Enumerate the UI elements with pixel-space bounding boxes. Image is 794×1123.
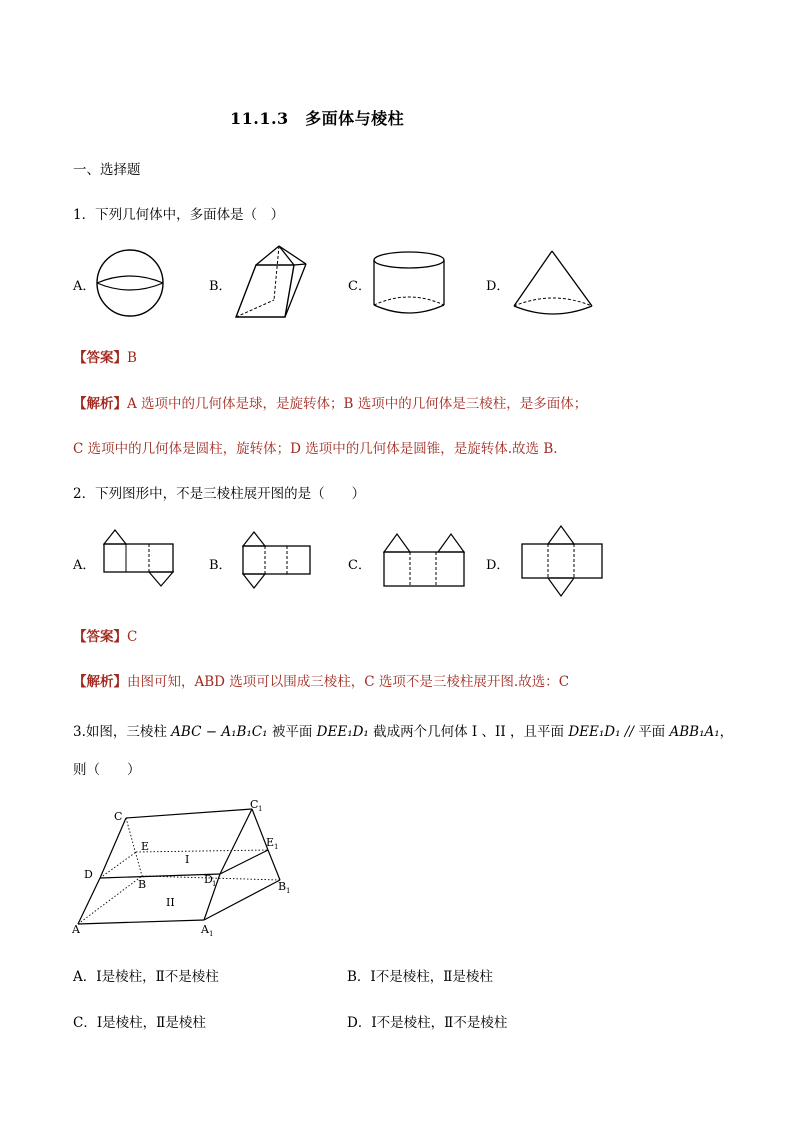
label-C1: C: [250, 798, 259, 811]
q2-option-c-label: C．: [348, 558, 371, 573]
label-E1-sub: 1: [274, 843, 279, 851]
q2-option-d-label: D．: [486, 558, 510, 573]
q1-analysis-1: [73, 392, 587, 412]
label-B: B: [138, 878, 147, 891]
q2-net-b-figure: [240, 528, 314, 592]
page-title: 11.1.3 多面体与棱柱: [230, 109, 405, 128]
label-A1: A: [201, 923, 209, 936]
q3-prism-notation: ABC − A₁B₁C₁: [171, 724, 268, 740]
q2-net-a-figure: [102, 528, 176, 592]
label-D1-sub: 1: [212, 880, 217, 888]
answer-tag: 【答案】: [73, 350, 127, 366]
q3-stem-e: ，: [719, 724, 734, 740]
label-E1: E: [266, 836, 275, 849]
q3-stem-b: 被平面: [267, 724, 317, 740]
q2-option-b-label: B．: [209, 558, 232, 573]
label-E: E: [141, 840, 150, 853]
answer-tag: 【答案】: [73, 629, 127, 645]
answer-value: B: [127, 350, 137, 366]
q3-stem-d: 平面: [638, 724, 670, 740]
q3-plane-3: ABB₁A₁: [669, 724, 720, 740]
q1-option-c-label: C．: [348, 279, 371, 294]
q1-stem: 1．下列几何体中，多面体是（ ）: [73, 207, 285, 223]
q1-answer: [73, 346, 137, 366]
q3-stem: [73, 720, 733, 740]
analysis-tag: 【解析】: [73, 396, 127, 412]
label-D: D: [84, 868, 93, 881]
analysis-tag: 【解析】: [73, 674, 127, 690]
q2-option-a-label: A．: [73, 558, 96, 573]
q2-net-c-figure: [382, 530, 468, 590]
q3-stem-line2: 则（ ）: [73, 762, 141, 778]
q1-option-b-label: B．: [209, 279, 232, 294]
q2-net-d-figure: [520, 522, 606, 600]
label-region-I: I: [185, 853, 190, 866]
label-B1-sub: 1: [286, 887, 291, 895]
q1-cylinder-figure: [372, 250, 448, 320]
label-C: C: [114, 810, 123, 823]
q3-plane-2: DEE₁D₁ //: [568, 724, 639, 740]
label-A: A: [72, 923, 80, 936]
label-B1: B: [278, 880, 287, 893]
q2-stem: 2．下列图形中，不是三棱柱展开图的是（ ）: [73, 486, 366, 502]
q3-prism-figure: [70, 796, 310, 946]
q3-choice-c: C．Ⅰ是棱柱，Ⅱ是棱柱: [73, 1015, 206, 1031]
q2-answer: [73, 625, 137, 645]
q1-option-d-label: D．: [486, 279, 510, 294]
section-heading: 一、选择题: [73, 162, 141, 178]
label-region-II: II: [166, 896, 175, 909]
q3-stem-c: 截成两个几何体 I 、II ，且平面: [368, 724, 569, 740]
q3-choice-b: B．Ⅰ不是棱柱，Ⅱ是棱柱: [347, 969, 493, 985]
answer-value: C: [127, 629, 138, 645]
analysis-text: 由图可知，ABD 选项可以围成三棱柱，C 选项不是三棱柱展开图.故选：C: [127, 674, 570, 690]
q3-choice-a: A．Ⅰ是棱柱，Ⅱ不是棱柱: [73, 969, 219, 985]
q3-plane-1: DEE₁D₁: [316, 724, 369, 740]
analysis-text: A 选项中的几何体是球，是旋转体；B 选项中的几何体是三棱柱，是多面体；: [127, 396, 588, 412]
q1-cone-figure: [512, 248, 596, 320]
label-D1: D: [204, 873, 213, 886]
label-A1-sub: 1: [209, 930, 214, 938]
q2-analysis: [73, 670, 569, 690]
q1-prism-figure: [232, 244, 312, 324]
q1-analysis-2: C 选项中的几何体是圆柱，旋转体；D 选项中的几何体是圆锥，是旋转体.故选 B.: [73, 441, 558, 457]
q3-stem-a: 3.如图，三棱柱: [73, 724, 172, 740]
q1-sphere-figure: [95, 247, 170, 322]
label-C1-sub: 1: [258, 805, 263, 813]
q1-option-a-label: A．: [73, 279, 96, 294]
q3-choice-d: D．Ⅰ不是棱柱，Ⅱ不是棱柱: [347, 1015, 508, 1031]
